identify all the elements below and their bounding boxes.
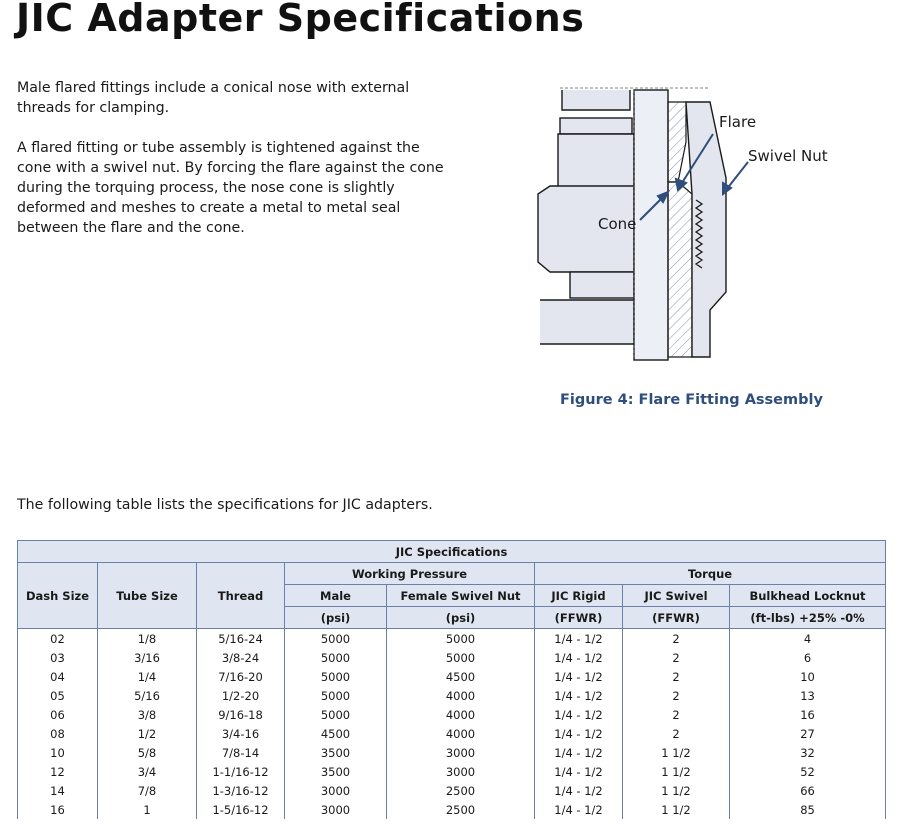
table-cell: 1/4 - 1/2 [535,800,623,819]
table-cell: 5/16-24 [197,629,285,649]
table-cell: 7/8-14 [197,743,285,762]
table-row [18,743,886,762]
table-cell: 3/16 [98,648,197,667]
table-cell: 04 [18,667,98,686]
flare-label: Flare [719,113,757,131]
table-cell: 1-3/16-12 [197,781,285,800]
table-cell: 3000 [387,743,535,762]
table-cell: 2 [623,686,730,705]
col-tube-size: Tube Size [98,563,197,629]
table-cell: 5/8 [98,743,197,762]
table-row [18,667,886,686]
swivel-nut-shape [686,102,726,357]
unit-bulkhead: (ft-lbs) +25% -0% [730,607,886,629]
table-cell: 1 1/2 [623,781,730,800]
unit-female: (psi) [387,607,535,629]
table-cell: 4000 [387,686,535,705]
group-torque: Torque [535,563,886,585]
cone-section [668,182,692,357]
table-cell: 85 [730,800,886,819]
table-cell: 2 [623,724,730,743]
table-cell: 2 [623,667,730,686]
table-cell: 5000 [285,686,387,705]
table-cell: 5000 [285,705,387,724]
col-male: Male [285,585,387,607]
table-cell: 1/8 [98,629,197,649]
tube-wall [634,90,668,360]
table-cell: 1-5/16-12 [197,800,285,819]
flare-fitting-figure [530,82,850,362]
table-cell: 2500 [387,781,535,800]
table-cell: 05 [18,686,98,705]
flare-fitting-diagram [530,82,850,362]
table-cell: 2 [623,648,730,667]
table-cell: 7/16-20 [197,667,285,686]
table-cell: 5000 [387,629,535,649]
table-cell: 4000 [387,724,535,743]
table-cell: 1 [98,800,197,819]
unit-male: (psi) [285,607,387,629]
table-cell: 3/4-16 [197,724,285,743]
table-cell: 32 [730,743,886,762]
table-row [18,724,886,743]
table-row [18,686,886,705]
table-cell: 5000 [285,667,387,686]
swivel-nut-label: Swivel Nut [748,147,828,165]
top-nut-shape [562,90,630,110]
table-cell: 5/16 [98,686,197,705]
table-cell: 16 [18,800,98,819]
table-cell: 3/8-24 [197,648,285,667]
table-cell: 2 [623,705,730,724]
table-cell: 1/4 - 1/2 [535,667,623,686]
table-cell: 3/4 [98,762,197,781]
table-cell: 1/4 - 1/2 [535,743,623,762]
table-cell: 10 [18,743,98,762]
group-working-pressure: Working Pressure [285,563,535,585]
table-cell: 1/4 - 1/2 [535,781,623,800]
table-cell: 1/4 - 1/2 [535,648,623,667]
table-cell: 3000 [285,781,387,800]
neck [570,272,634,298]
table-cell: 66 [730,781,886,800]
col-jic-swivel: JIC Swivel [623,585,730,607]
table-cell: 1/4 - 1/2 [535,629,623,649]
unit-jic-swivel: (FFWR) [623,607,730,629]
table-cell: 2500 [387,800,535,819]
table-cell: 3500 [285,743,387,762]
table-cell: 5000 [285,629,387,649]
body-upper [558,134,634,190]
table-cell: 13 [730,686,886,705]
table-cell: 52 [730,762,886,781]
table-cell: 12 [18,762,98,781]
table-cell: 14 [18,781,98,800]
page-title: JIC Adapter Specifications [16,0,585,40]
intro-paragraph-2: A flared fitting or tube assembly is tightened against the cone with a swivel nut. By forcing the flare against the cone during the torquing process, the nose cone is slightly deformed and meshes to create a metal to metal seal between the flare and the cone. [17,140,444,236]
table-cell: 08 [18,724,98,743]
intro-paragraph-1: Male flared fittings include a conical nose with external threads for clamping. [17,80,410,116]
table-title: JIC Specifications [18,541,886,563]
upper-collar [560,118,632,134]
table-cell: 4500 [387,667,535,686]
table-cell: 1-1/16-12 [197,762,285,781]
table-cell: 1 1/2 [623,743,730,762]
table-row [18,705,886,724]
figure-caption: Figure 4: Flare Fitting Assembly [560,392,823,408]
col-female-swivel-nut: Female Swivel Nut [387,585,535,607]
table-row [18,762,886,781]
flare-section [668,102,686,182]
table-cell: 1/2 [98,724,197,743]
table-cell: 06 [18,705,98,724]
col-jic-rigid: JIC Rigid [535,585,623,607]
table-cell: 3000 [285,800,387,819]
table-cell: 1/4 [98,667,197,686]
table-body [18,629,886,820]
table-cell: 2 [623,629,730,649]
table-cell: 4000 [387,705,535,724]
table-cell: 02 [18,629,98,649]
table-cell: 1/4 - 1/2 [535,724,623,743]
jic-spec-table [17,540,886,819]
table-cell: 1/4 - 1/2 [535,686,623,705]
table-cell: 1 1/2 [623,800,730,819]
table-cell: 1/4 - 1/2 [535,705,623,724]
table-cell: 03 [18,648,98,667]
table-cell: 16 [730,705,886,724]
table-cell: 3000 [387,762,535,781]
table-cell: 6 [730,648,886,667]
table-cell: 1 1/2 [623,762,730,781]
table-cell: 1/4 - 1/2 [535,762,623,781]
table-cell: 27 [730,724,886,743]
col-thread: Thread [197,563,285,629]
table-row [18,800,886,819]
table-cell: 7/8 [98,781,197,800]
table-cell: 3500 [285,762,387,781]
lower-fitting [540,300,634,344]
table-row [18,781,886,800]
table-cell: 10 [730,667,886,686]
col-dash-size: Dash Size [18,563,98,629]
table-cell: 4500 [285,724,387,743]
table-cell: 9/16-18 [197,705,285,724]
table-intro: The following table lists the specifications for JIC adapters. [17,497,433,513]
table-cell: 4 [730,629,886,649]
table-row [18,629,886,649]
table-cell: 1/2-20 [197,686,285,705]
table-row [18,648,886,667]
cone-label: Cone [598,215,637,233]
unit-jic-rigid: (FFWR) [535,607,623,629]
table-cell: 5000 [387,648,535,667]
col-bulkhead-locknut: Bulkhead Locknut [730,585,886,607]
table-cell: 5000 [285,648,387,667]
table-cell: 3/8 [98,705,197,724]
